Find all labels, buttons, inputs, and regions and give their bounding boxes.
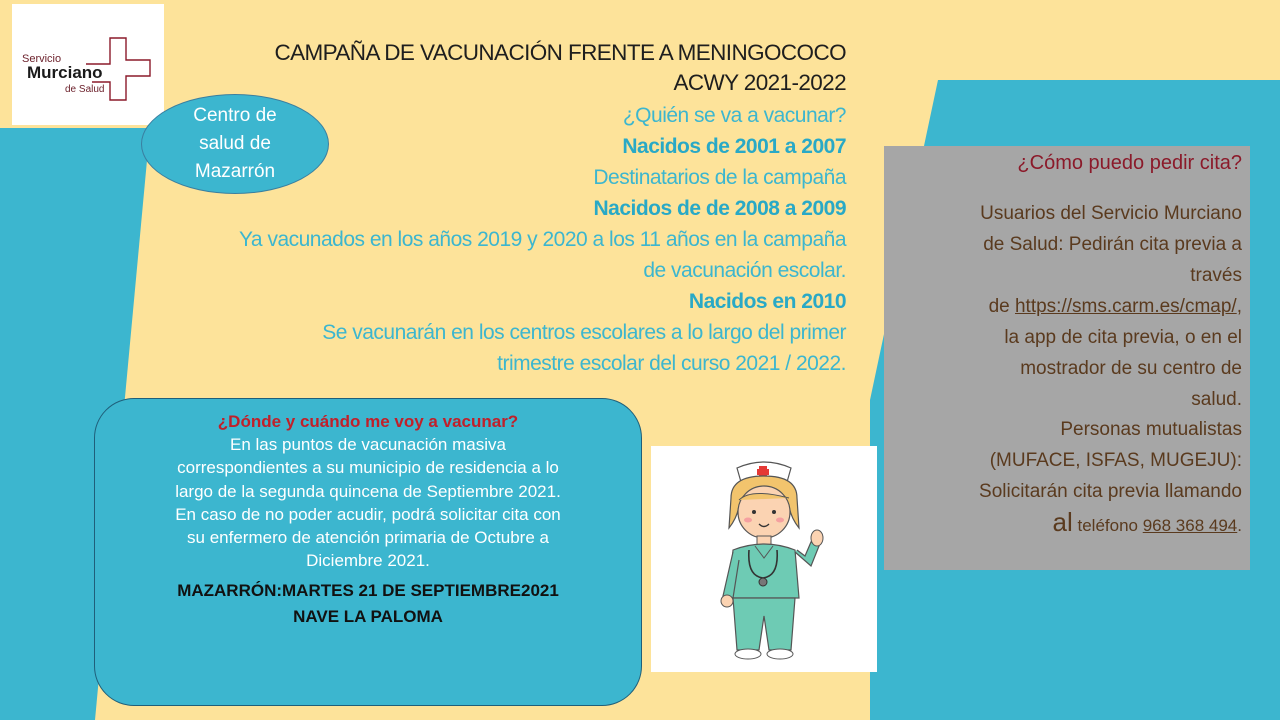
sms-line5: la app de cita previa, o en el (1004, 327, 1242, 348)
mutual-line1: Personas mutualistas (1060, 419, 1242, 440)
appointment-box (884, 146, 1250, 570)
logo-line3: de Salud (65, 84, 105, 95)
group3-desc-2: trimestre escolar del curso 2021 / 2022. (497, 352, 846, 375)
venue-name: NAVE LA PALOMA (293, 606, 443, 626)
group1-heading: Nacidos de 2001 a 2007 (622, 135, 846, 158)
mutual-paragraph (894, 414, 1242, 541)
logo-line1: Servicio (22, 53, 62, 65)
logo-line2: Murciano (27, 63, 103, 82)
where-question: ¿Dónde y cuándo me voy a vacunar? (217, 412, 519, 431)
where-line6: Diciembre 2021. (306, 551, 430, 571)
sms-line2: de Salud: Pedirán cita previa a (983, 234, 1242, 255)
where-when-box (94, 398, 642, 706)
mutual-line3: Solicitarán cita previa llamando (979, 481, 1242, 502)
mazarron-date: MAZARRÓN:MARTES 21 DE SEPTIEMBRE2021 (177, 580, 559, 600)
sms-line4-pre: de (988, 296, 1015, 317)
cmap-link[interactable]: https://sms.carm.es/cmap/ (1014, 296, 1237, 317)
where-line4: En caso de no poder acudir, podrá solicitar cita con (175, 504, 561, 524)
health-center-label: Centro de salud de Mazarrón (193, 105, 277, 182)
mutual-tel-pre: teléfono (1072, 516, 1143, 535)
group2-heading: Nacidos de de 2008 a 2009 (593, 197, 846, 220)
group3-heading: Nacidos en 2010 (688, 290, 846, 313)
group1-desc: Destinatarios de la campaña (593, 166, 846, 189)
title-line2: ACWY 2021-2022 (673, 70, 846, 95)
mutual-al: al (1052, 507, 1073, 537)
appointment-question: ¿Cómo puedo pedir cita? (1017, 152, 1242, 174)
where-line1: En las puntos de vacunación masiva (230, 435, 506, 454)
title-line1: CAMPAÑA DE VACUNACIÓN FRENTE A MENINGOCOCO (274, 40, 846, 65)
who-question: ¿Quién se va a vacunar? (622, 104, 846, 127)
where-line3: largo de la segunda quincena de Septiembre 2021. (175, 481, 561, 501)
nurse-illustration-box (651, 446, 877, 672)
sms-line4-post: , (1236, 296, 1242, 317)
mutual-line4 (894, 507, 1242, 541)
sms-line3: través (1190, 265, 1242, 286)
sms-line6: mostrador de su centro de (1020, 358, 1242, 379)
sms-users-paragraph (894, 198, 1242, 415)
phone-number[interactable]: 968 368 494 (1142, 516, 1238, 535)
group2-desc-1: Ya vacunados en los años 2019 y 2020 a los 11 años en la campaña (238, 228, 846, 251)
where-line5: su enfermero de atención primaria de Octubre a (187, 528, 549, 548)
page-title (200, 38, 846, 98)
where-line2: correspondientes a su municipio de residencia a lo (177, 458, 559, 478)
nurse-illustration-icon (651, 446, 877, 672)
sms-line7: salud. (1191, 389, 1242, 410)
sms-line4 (894, 291, 1242, 322)
mutual-end: . (1237, 516, 1242, 535)
who-section (100, 100, 846, 379)
sms-line1: Usuarios del Servicio Murciano (980, 203, 1242, 224)
group3-desc-1: Se vacunarán en los centros escolares a lo largo del primer (322, 321, 846, 344)
mutual-line2: (MUFACE, ISFAS, MUGEJU): (989, 450, 1242, 471)
group2-desc-2: de vacunación escolar. (643, 259, 846, 282)
